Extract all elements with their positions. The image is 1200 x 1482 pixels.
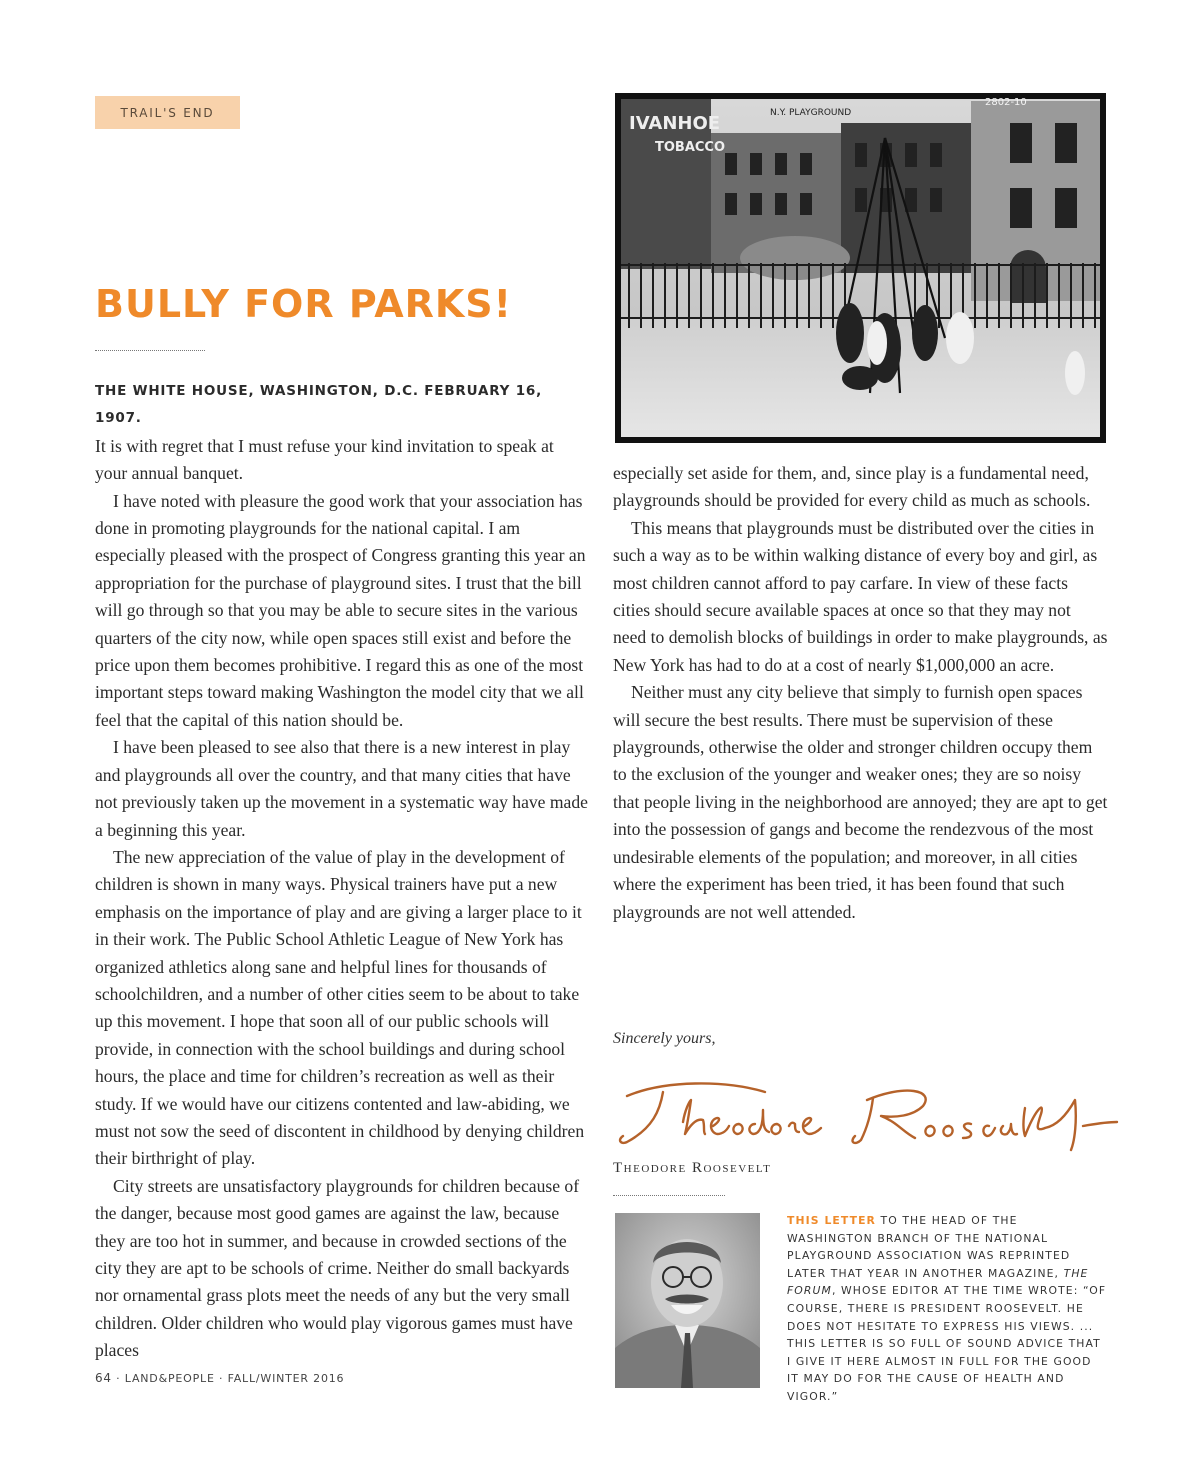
sign-text: IVANHOE — [629, 113, 721, 134]
headline-divider — [95, 350, 205, 351]
letter-paragraph: City streets are unsatisfactory playgrounds for children because of the danger, because most good games are against the law, because they are too hot in summer, and because in crowded sections of the city they are apt to be schools of crime. Neither do small backyards nor ornamental grass plots meet the needs of any but the very small children. Older children who would play vigorous games must have places — [95, 1175, 580, 1361]
caption-lead: THIS LETTER — [787, 1214, 876, 1227]
letter-paragraph: I have noted with pleasure the good work that your association has done in promoting playgrounds for the national capital. I am especially pleased with the prospect of Congress granting this year an appropriation for the purchase of playground sites. I trust that the bill will go through so that you may be able to secure sites in the various quarters of the city now, while open spaces still exist and before the price upon them becomes prohibitive. I regard this as one of the most important steps toward making Washington the model city that we all feel that the capital of this nation should be. — [95, 490, 586, 730]
caption-publication: THE FORUM — [787, 1266, 1089, 1298]
portrait-photo — [615, 1213, 760, 1388]
letter-column-right — [613, 460, 1108, 926]
letter-paragraph: especially set aside for them, and, since play is a fundamental need, playgrounds should be provided for every child as much as schools. — [613, 463, 1091, 511]
plate-number: 2802-10 — [985, 97, 1027, 108]
publication-info: · LAND&PEOPLE · FALL/WINTER 2016 — [111, 1372, 345, 1385]
letter-paragraph: I have been pleased to see also that there is a new interest in play and playgrounds all over the country, and that many cities that have not previously taken up the movement in a systematic way have made a beginning this year. — [95, 737, 588, 840]
headline: BULLY FOR PARKS! — [95, 282, 513, 326]
letter-paragraph: It is with regret that I must refuse your kind invitation to speak at your annual banquet. — [95, 435, 554, 484]
letter-column-left — [95, 378, 590, 1365]
sign-text-2: TOBACCO — [655, 140, 726, 155]
letter-paragraph: Neither must any city believe that simply to furnish open spaces will secure the best results. There must be supervision of these playgrounds, otherwise the older and stronger children occupy them to the exclusion of the younger and weaker ones; they are so noisy that people living in the neighborhood are annoyed; they are apt to get into the possession of gangs and become the rendezvous of the most undesirable elements of the population; and moreover, in all cities where the experiment has been tried, it has been found that such playgrounds are not well attended. — [613, 682, 1108, 922]
letter-closing: Sincerely yours, — [613, 1030, 716, 1047]
page-footer — [95, 1371, 344, 1385]
signer-name: Theodore Roosevelt — [613, 1160, 772, 1176]
caption-text: TO THE HEAD OF THE WASHINGTON BRANCH OF THE NATIONAL PLAYGROUND ASSOCIATION WAS REPRINTED LATER THAT YEAR IN ANOTHER MAGAZINE, — [787, 1214, 1071, 1280]
plate-label: N.Y. PLAYGROUND — [770, 108, 852, 118]
caption-text: , WHOSE EDITOR AT THE TIME WROTE: “OF COURSE, THERE IS PRESIDENT ROOSEVELT. HE DOES NOT HESITATE TO EXPRESS HIS VIEWS. ... THIS LETTER IS SO FULL OF SOUND ADVICE THAT I GIVE IT HERE ALMOST IN FULL FOR THE GOOD IT MAY DO FOR THE CAUSE OF HEALTH AND VIGOR.” — [787, 1284, 1107, 1403]
letter-paragraph: This means that playgrounds must be distributed over the cities in such a way as to be within walking distance of every boy and girl, as most children cannot afford to pay carfare. In view of these facts cities should secure available spaces at once so that they may not need to demolish blocks of buildings in order to make playgrounds, as New York has had to do at a cost of nearly $1,000,000 an acre. — [613, 517, 1108, 675]
letter-dateline: THE WHITE HOUSE, WASHINGTON, D.C. FEBRUARY 16, 1907. — [95, 383, 543, 427]
playground-photo — [615, 93, 1106, 443]
section-tag: TRAIL'S END — [95, 96, 240, 129]
signature-divider — [613, 1195, 725, 1196]
signature — [605, 1070, 1125, 1155]
photo-caption — [787, 1212, 1107, 1406]
page-number: 64 — [95, 1371, 112, 1385]
letter-paragraph: The new appreciation of the value of play in the development of children is shown in many ways. Physical trainers have put a new emphasis on the importance of play and are giving a larger place to it in their work. The Public School Athletic League of New York has organized athletics along sane and helpful lines for thousands of schoolchildren, and a number of other cities seem to be about to take up this movement. I hope that soon all of our public schools will provide, in connection with the school buildings and during school hours, the place and time for children’s recreation as well as their study. If we would have our citizens contented and law-abiding, we must not sow the seed of discontent in childhood by denying children their birthright of play. — [95, 846, 585, 1169]
